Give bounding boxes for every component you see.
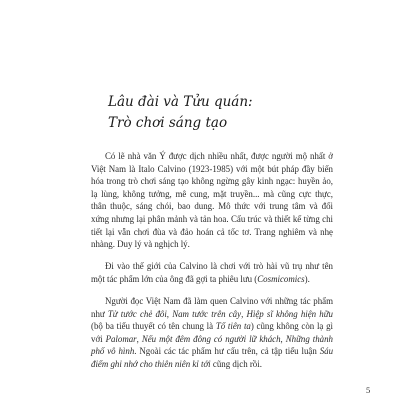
- chapter-title: [108, 92, 358, 134]
- body-text: [91, 150, 333, 371]
- paragraph-3-text-2: ,: [166, 308, 173, 319]
- paragraph-3-title-4: Tổ tiên ta: [215, 321, 251, 332]
- paragraph-3-title-3: Hiệp sĩ không hiện hữu: [246, 308, 333, 319]
- paragraph-2-text-b: ).: [304, 273, 310, 284]
- paragraph-3-text-3: ,: [241, 308, 247, 319]
- paragraph-3-title-2: Nam tước trên cây: [172, 308, 242, 319]
- paragraph-2-text-a: Đi vào thế giới của Calvino là chơi với trò hài vũ trụ như tên một tác phẩm lớn của ông đã gợi ta phiêu lưu (: [91, 261, 333, 284]
- paragraph-3: [91, 295, 333, 371]
- paragraph-2: [91, 260, 333, 285]
- paragraph-3-text-4: (bộ ba tiểu thuyết có tên chung là: [91, 321, 216, 332]
- chapter-title-line-2: Trò chơi sáng tạo: [108, 115, 228, 131]
- chapter-title-line-1: Lâu đài và Tửu quán:: [108, 94, 253, 110]
- paragraph-2-italic-title: Cosmicomics: [257, 273, 305, 284]
- paragraph-3-text-6: ,: [136, 333, 142, 344]
- paragraph-3-title-8: Sáu điểm ghi nhớ cho thiên niên kỉ tới: [91, 346, 333, 369]
- paragraph-3-text-5: ) cũng không còn lạ gì với: [91, 321, 333, 344]
- paragraph-3-text-1: Người đọc Việt Nam đã làm quen Calvino với những tác phẩm như: [91, 295, 333, 319]
- paragraph-3-title-6: Nếu một đêm đông có người lữ khách: [141, 333, 281, 344]
- paragraph-3-text-7: ,: [280, 333, 286, 344]
- paragraph-1: Có lẽ nhà văn Ý được dịch nhiều nhất, được người mộ nhất ở Việt Nam là Italo Calvino (1923-1985) với một bút pháp đầy biến hóa trong trò chơi sáng tạo không ngừng gây kinh ngạc: huyền ảo, lạ lùng, không tưởng, mê cung, mặt truyền... mà cũng cực thực, thân thuộc, sáng chói, bao dung. Mô thức với trung tâm và đối xứng nhưng lại phân mảnh và tản hoa. Cấu trúc và thiết kế từng chi tiết lại vẫn chơi đùa và đảo hoán cả tốc tơ. Trang nghiêm và nhẹ nhàng. Duy lý và nghịch lý.: [91, 151, 333, 250]
- paragraph-3-title-5: Palomar: [105, 333, 137, 344]
- paragraph-3-title-7: Những thành phố vô hình: [91, 333, 333, 357]
- page-number: 5: [366, 385, 371, 395]
- paragraph-3-text-9: cũng dịch rồi.: [210, 358, 262, 369]
- paragraph-3-title-1: Tử tước chẻ đôi: [107, 308, 167, 319]
- paragraph-3-text-8: . Ngoài các tác phẩm hư cấu trên, cả tập tiểu luận: [134, 346, 320, 357]
